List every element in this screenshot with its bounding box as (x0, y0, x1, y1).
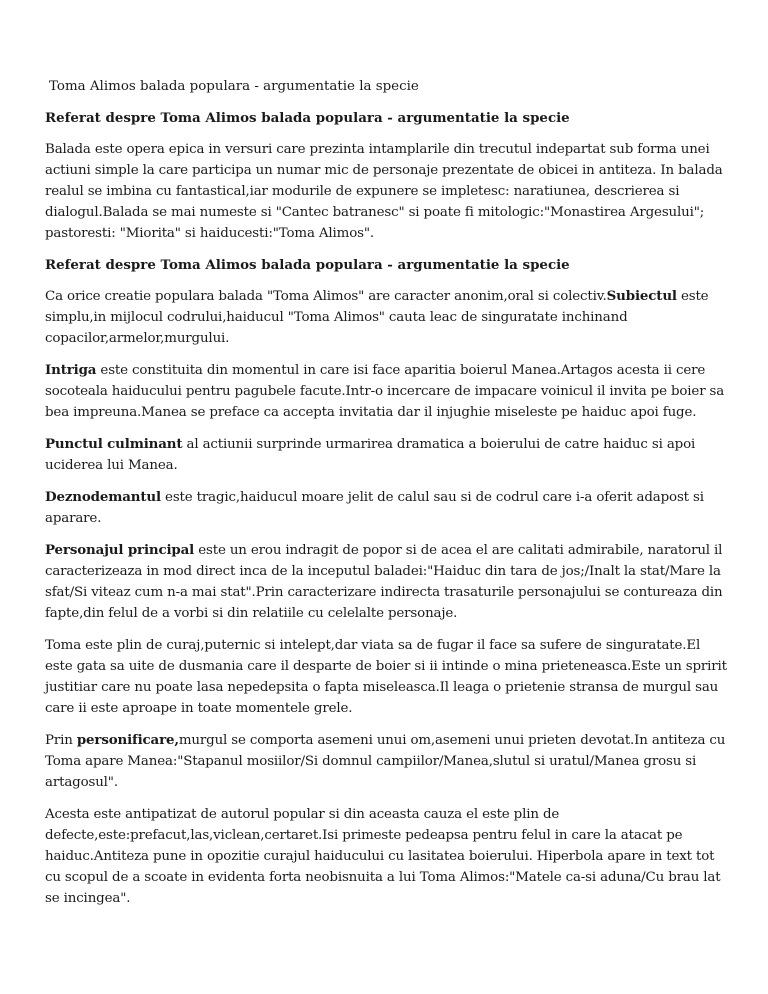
bold-term-intriga: Intriga (45, 362, 97, 378)
document-page (45, 77, 730, 920)
paragraph-toma-traits: Toma este plin de curaj,puternic si intelept,dar viata sa de fugar il face sa sufere de singuratate.El este gata sa uite de dusmania care il desparte de boier si ii intinde o mina prieteneasca.Este un spririt justitiar care nu poate lasa nepedepsita o fapta miseleasca.Il leaga o prietenie stransa de murgul sau care ii este aproape in toate momentele grele. (45, 638, 727, 716)
section-heading: Referat despre Toma Alimos balada populara - argumentatie la specie (45, 257, 570, 273)
paragraph-main-character (45, 540, 730, 624)
bold-term-deznodemantul: Deznodemantul (45, 489, 161, 505)
bold-term-personajul-principal: Personajul principal (45, 542, 195, 558)
paragraph-denouement (45, 487, 730, 529)
paragraph-text: este un erou indragit de popor si de acea el are calitati admirabile, naratorul il caracterizeaza in mod direct inca de la inceputul baladei:"Haiduc din tara de jos;/Inalt la stat/Mare la sfat/Si viteaz cum n-a mai stat".Prin caracterizare indirecta trasaturile personajului se contureaza din fapte,din felul de a vorbi si din relatiile cu celelalte personaje. (45, 543, 723, 621)
bold-term-punctul-culminant: Punctul culminant (45, 436, 183, 452)
section-heading: Referat despre Toma Alimos balada populara - argumentatie la specie (45, 110, 570, 126)
bold-term-personificare: personificare, (76, 732, 179, 748)
paragraph-antagonist: Acesta este antipatizat de autorul popular si din aceasta cauza el este plin de defecte,este:prefacut,las,viclean,certaret.Isi primeste pedeapsa pentru felul in care la atacat pe haiduc.Antiteza pune in opozitie curajul haiducului cu lasitatea boierului. Hiperbola apare in text tot cu scopul de a scoate in evidenta forta neobisnuita a lui Toma Alimos:"Matele ca-si aduna/Cu brau lat se incingea". (45, 807, 721, 906)
paragraph-personification (45, 730, 730, 793)
paragraph-text: al actiunii surprinde urmarirea dramatica a boierului de catre haiduc si apoi uciderea lui Manea. (45, 437, 696, 473)
paragraph-subject (45, 286, 730, 349)
paragraph-climax (45, 434, 730, 476)
paragraph-text: Ca orice creatie populara balada "Toma Alimos" are caracter anonim,oral si colectiv. (45, 289, 607, 304)
paragraph-ballad-definition: Balada este opera epica in versuri care prezinta intamplarile din trecutul indepartat sub forma unei actiuni simple la care participa un numar mic de personaje prezentate de obicei in antiteza. In balada realul se imbina cu fantastical,iar modurile de expunere se impletesc: naratiunea, descrierea si dialogul.Balada se mai numeste si "Cantec batranesc" si poate fi mitologic:"Monastirea Argesului"; pastoresti: "Miorita" si haiducesti:"Toma Alimos". (45, 142, 723, 241)
paragraph-text: este simplu,in mijlocul codrului,haiducul "Toma Alimos" cauta leac de singuratate inchinand copacilor,armelor,murgului. (45, 289, 709, 346)
bold-term-subiectul: Subiectul (606, 288, 677, 304)
paragraph-text: este tragic,haiducul moare jelit de calul sau si de codrul care i-a oferit adapost si aparare. (45, 490, 704, 526)
paragraph-intriga (45, 360, 730, 423)
paragraph-text: Prin (45, 733, 77, 748)
paragraph-text: murgul se comporta asemeni unui om,asemeni unui prieten devotat.In antiteza cu Toma apare Manea:"Stapanul mosiilor/Si domnul campiilor/Manea,slutul si uratul/Manea grosu si artagosul". (45, 733, 726, 790)
document-title: Toma Alimos balada populara - argumentatie la specie (49, 79, 419, 94)
paragraph-text: este constituita din momentul in care isi face aparitia boierul Manea.Artagos acesta ii cere socoteala haiducului pentru pagubele facute.Intr-o incercare de impacare voinicul il invita pe boier sa bea impreuna.Manea se preface ca accepta invitatia dar il injughie miseleste pe haiduc apoi fuge. (45, 363, 725, 420)
